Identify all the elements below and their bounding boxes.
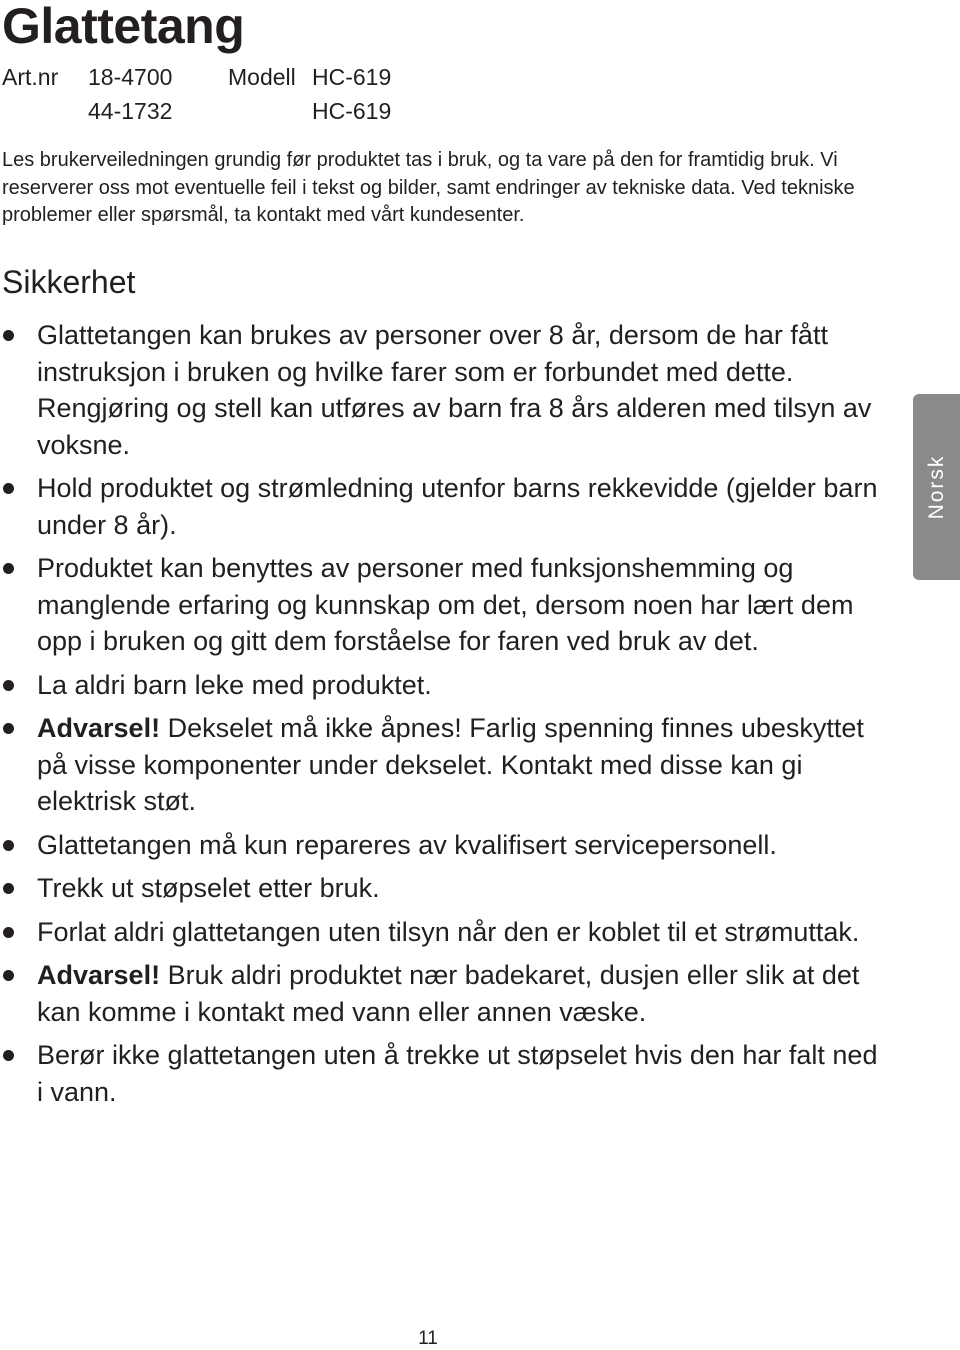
list-item [0, 710, 880, 820]
modell-value: HC-619 [312, 98, 392, 124]
list-item-text: Forlat aldri glattetangen uten tilsyn når den er koblet til et strømuttak. [37, 916, 860, 947]
list-item-text: Berør ikke glattetangen uten å trekke ut støpselet hvis den har falt ned i vann. [37, 1040, 878, 1107]
safety-list [0, 317, 880, 1117]
artnr-value: 44-1732 [88, 98, 173, 124]
list-item [0, 870, 880, 907]
bullet-icon [3, 840, 14, 851]
bullet-icon [3, 563, 14, 574]
page-number: 11 [418, 1328, 438, 1349]
warning-label: Advarsel! [37, 713, 161, 743]
bullet-icon [3, 927, 14, 938]
modell-label: Modell [228, 64, 296, 90]
language-tab [913, 394, 960, 580]
bullet-icon [3, 330, 14, 341]
bullet-icon [3, 1050, 14, 1061]
list-item [0, 957, 880, 1030]
warning-label: Advarsel! [37, 960, 161, 990]
bullet-icon [3, 970, 14, 981]
bullet-icon [3, 723, 14, 734]
list-item-text: Glattetangen kan brukes av personer over 8 år, dersom de har fått instruksjon i bruken og hvilke farer som er forbundet med dette. Rengjøring og stell kan utføres av barn fra 8 års alderen med tilsyn av voksne. [37, 320, 872, 460]
list-item-text: Glattetangen må kun repareres av kvalifisert servicepersonell. [37, 829, 777, 860]
list-item-text: Produktet kan benyttes av personer med funksjonshemming og manglende erfaring og kunnskap om det, dersom noen har lært dem opp i bruken og gitt dem forståelse for faren ved bruk av det. [37, 553, 854, 656]
list-item [0, 1037, 880, 1110]
list-item-text: La aldri barn leke med produktet. [37, 669, 432, 700]
language-tab-label: Norsk [924, 454, 948, 520]
bullet-icon [3, 483, 14, 494]
intro-paragraph: Les brukerveiledningen grundig før produktet tas i bruk, og ta vare på den for framtidig bruk. Vi reserverer oss mot eventuelle feil i tekst og bilder, samt endringer av tekniske data. Ved tekniske problemer eller spørsmål, ta kontakt med vårt kundesenter. [2, 149, 855, 226]
page-title: Glattetang [2, 0, 245, 54]
artnr-label: Art.nr [2, 64, 59, 90]
list-item-text: Dekselet må ikke åpnes! Farlig spenning finnes ubeskyttet på visse komponenter under dekselet. Kontakt med disse kan gi elektrisk støt. [37, 713, 864, 816]
list-item-text: Hold produktet og strømledning utenfor barns rekkevidde (gjelder barn under 8 år). [37, 473, 878, 540]
list-item-text: Bruk aldri produktet nær badekaret, dusjen eller slik at det kan komme i kontakt med vann eller annen væske. [37, 960, 860, 1027]
list-item [0, 914, 880, 951]
list-item [0, 317, 880, 463]
section-heading: Sikkerhet [2, 264, 136, 300]
list-item-text: Trekk ut støpselet etter bruk. [37, 873, 380, 903]
list-item [0, 827, 880, 864]
modell-value: HC-619 [312, 64, 392, 90]
list-item [0, 550, 880, 660]
bullet-icon [3, 680, 14, 691]
list-item [0, 470, 880, 543]
list-item [0, 667, 880, 704]
bullet-icon [3, 883, 14, 894]
artnr-value: 18-4700 [88, 64, 173, 90]
